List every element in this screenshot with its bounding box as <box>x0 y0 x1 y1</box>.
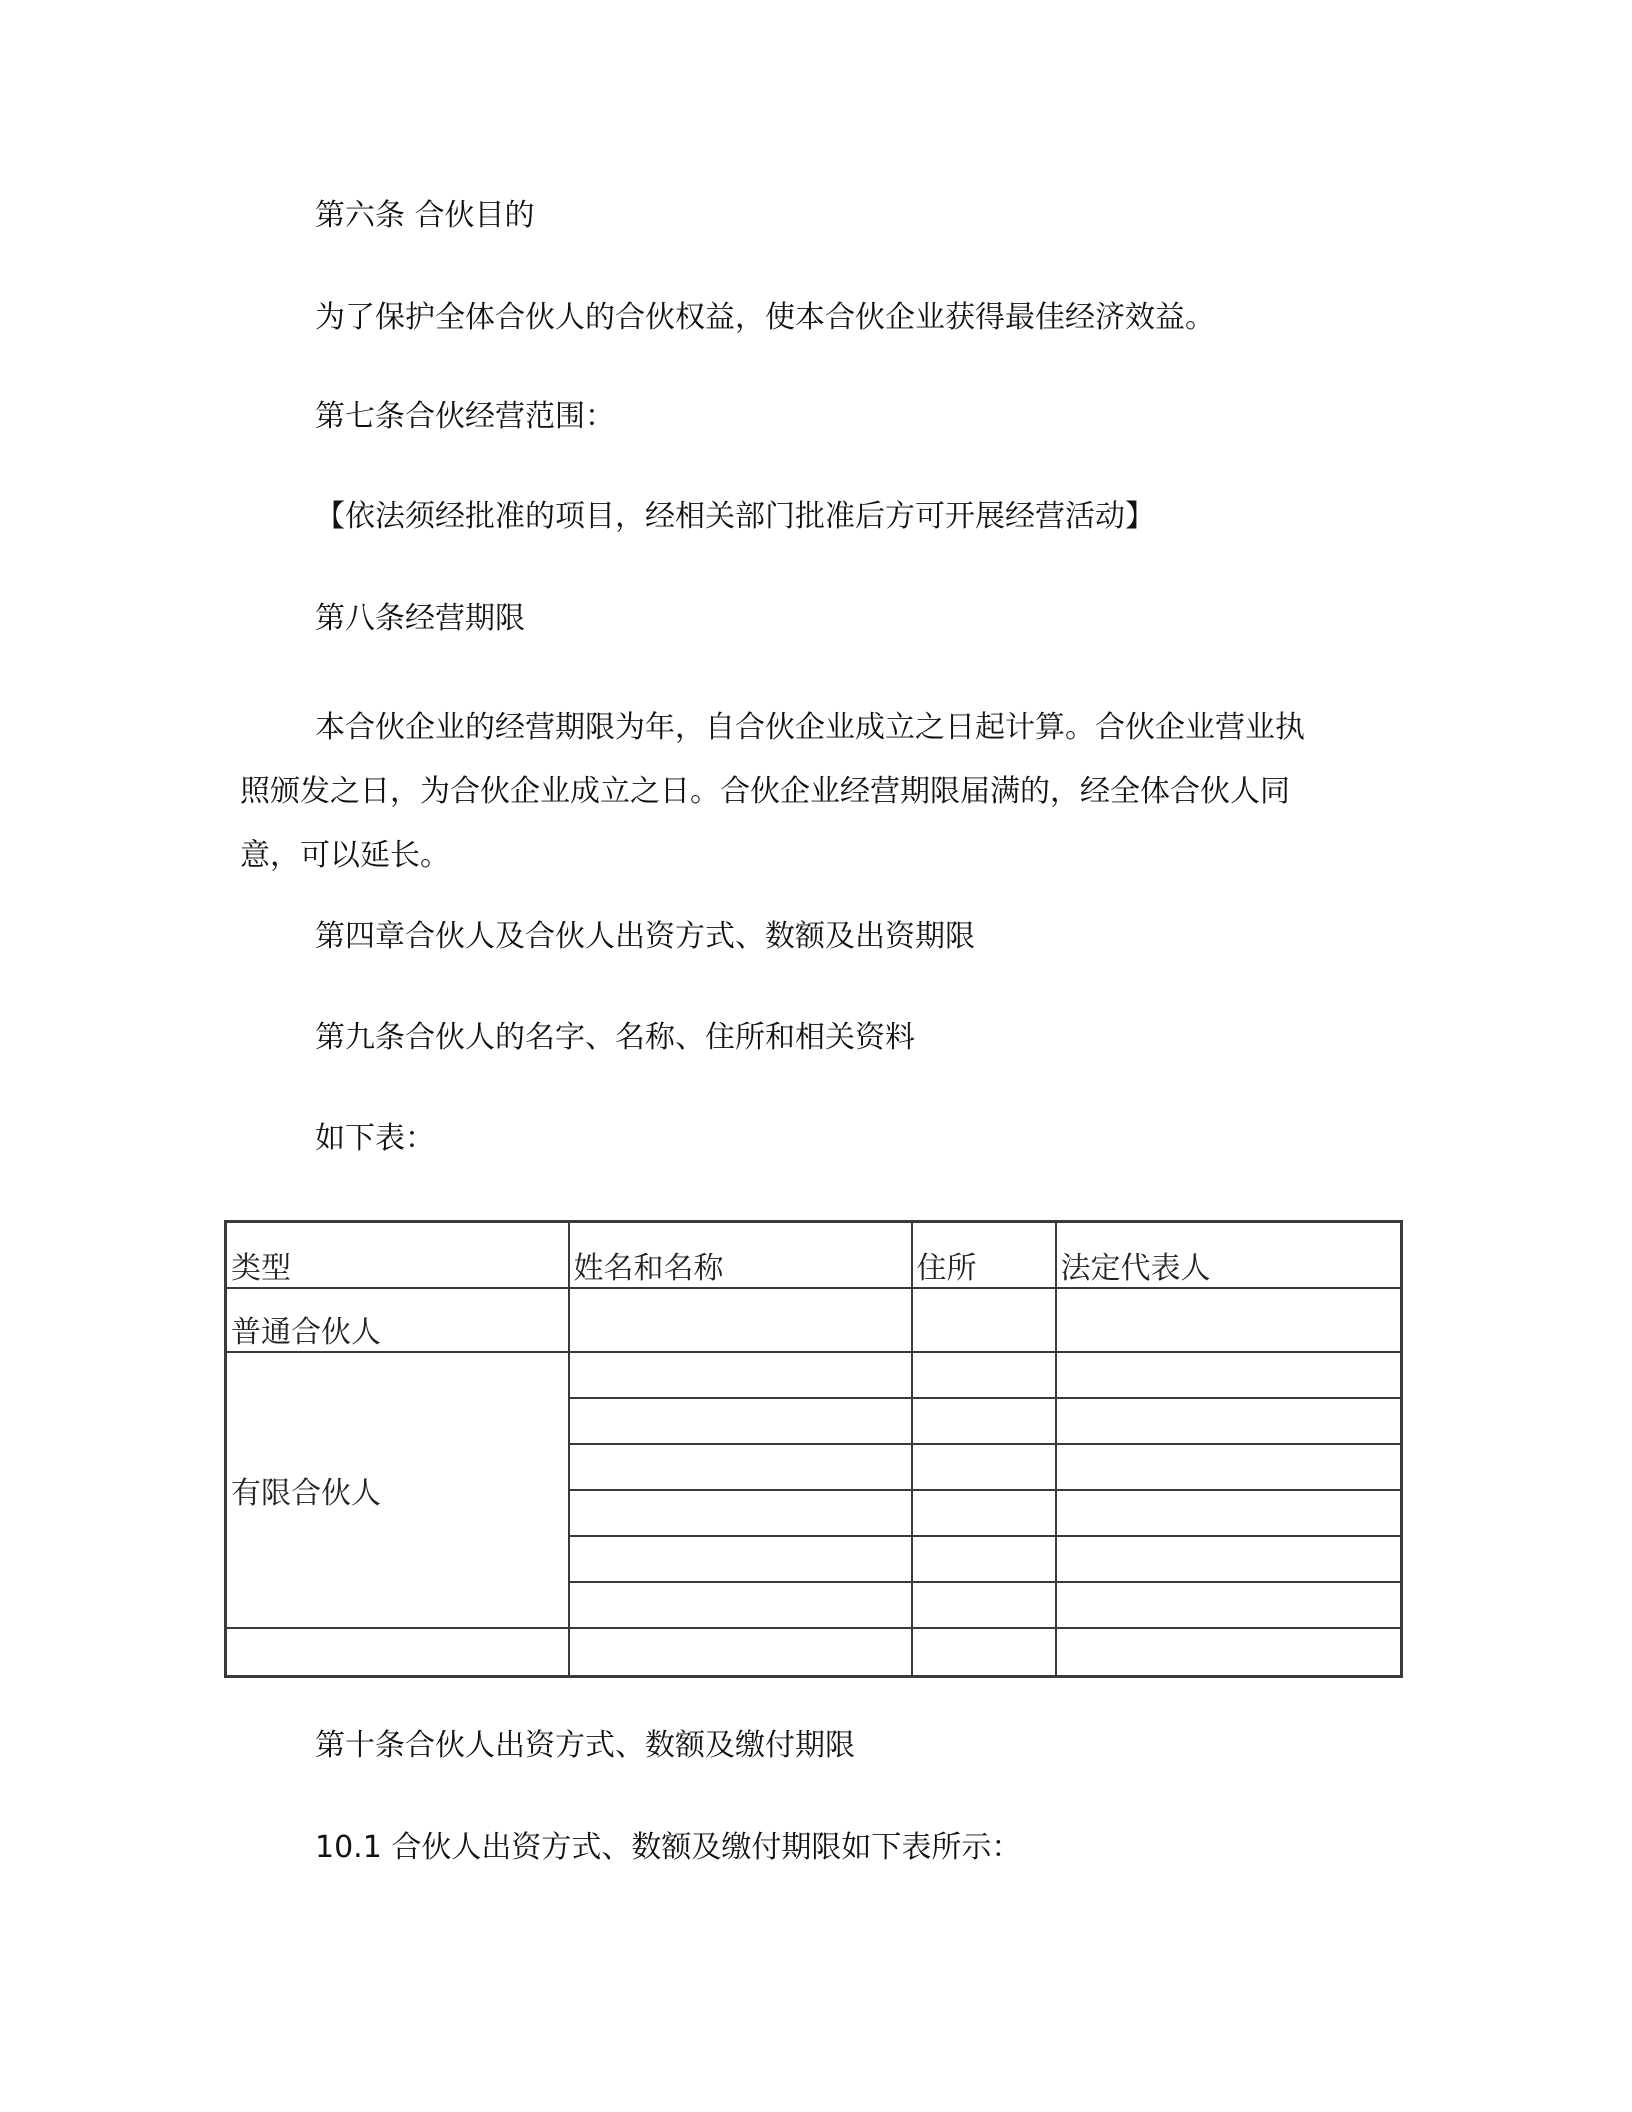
table-cell <box>569 1628 912 1677</box>
article-6-body: 为了保护全体合伙人的合伙权益，使本合伙企业获得最佳经济效益。 <box>315 300 1215 335</box>
table-cell <box>912 1398 1056 1444</box>
article-10-1: 10.1 合伙人出资方式、数额及缴付期限如下表所示： <box>315 1830 1022 1865</box>
table-cell <box>912 1536 1056 1582</box>
table-cell <box>569 1288 912 1352</box>
article-8-body-line: 意，可以延长。 <box>240 838 450 873</box>
header-cell-legal-rep: 法定代表人 <box>1056 1222 1402 1289</box>
table-cell <box>569 1444 912 1490</box>
table-cell <box>569 1490 912 1536</box>
table-cell <box>912 1288 1056 1352</box>
table-header-row <box>226 1222 1402 1289</box>
table-cell <box>1056 1444 1402 1490</box>
table-cell <box>912 1490 1056 1536</box>
table-cell <box>569 1398 912 1444</box>
table-cell <box>569 1582 912 1628</box>
partner-table <box>224 1220 1403 1678</box>
table-row <box>226 1288 1402 1352</box>
table-cell <box>912 1628 1056 1677</box>
table-cell <box>1056 1490 1402 1536</box>
table-cell <box>226 1628 569 1677</box>
article-7-title: 第七条合伙经营范围： <box>315 399 615 434</box>
limited-partner-label: 有限合伙人 <box>226 1352 569 1628</box>
article-8-body-line: 照颁发之日，为合伙企业成立之日。合伙企业经营期限届满的，经全体合伙人同 <box>240 774 1290 809</box>
table-cell <box>1056 1352 1402 1398</box>
table-cell <box>912 1582 1056 1628</box>
header-cell-address: 住所 <box>912 1222 1056 1289</box>
article-8-body <box>240 696 1380 888</box>
table-cell <box>912 1444 1056 1490</box>
table-cell <box>1056 1398 1402 1444</box>
article-10-title: 第十条合伙人出资方式、数额及缴付期限 <box>315 1728 855 1763</box>
header-cell-type: 类型 <box>226 1222 569 1289</box>
table-cell <box>1056 1536 1402 1582</box>
table-cell <box>569 1352 912 1398</box>
table-cell <box>1056 1288 1402 1352</box>
chapter-4-title: 第四章合伙人及合伙人出资方式、数额及出资期限 <box>315 919 975 954</box>
header-cell-name: 姓名和名称 <box>569 1222 912 1289</box>
table-cell <box>1056 1628 1402 1677</box>
article-6-title: 第六条 合伙目的 <box>315 198 535 233</box>
article-8-body-line: 本合伙企业的经营期限为年，自合伙企业成立之日起计算。合伙企业营业执 <box>315 710 1305 745</box>
general-partner-label: 普通合伙人 <box>226 1288 569 1352</box>
article-7-body: 【依法须经批准的项目，经相关部门批准后方可开展经营活动】 <box>315 499 1155 534</box>
article-9-title: 第九条合伙人的名字、名称、住所和相关资料 <box>315 1020 915 1055</box>
table-cell <box>1056 1582 1402 1628</box>
article-8-title: 第八条经营期限 <box>315 601 525 636</box>
table-row <box>226 1352 1402 1398</box>
table-row <box>226 1628 1402 1677</box>
table-cell <box>569 1536 912 1582</box>
article-9-intro: 如下表： <box>315 1121 435 1156</box>
table-cell <box>912 1352 1056 1398</box>
